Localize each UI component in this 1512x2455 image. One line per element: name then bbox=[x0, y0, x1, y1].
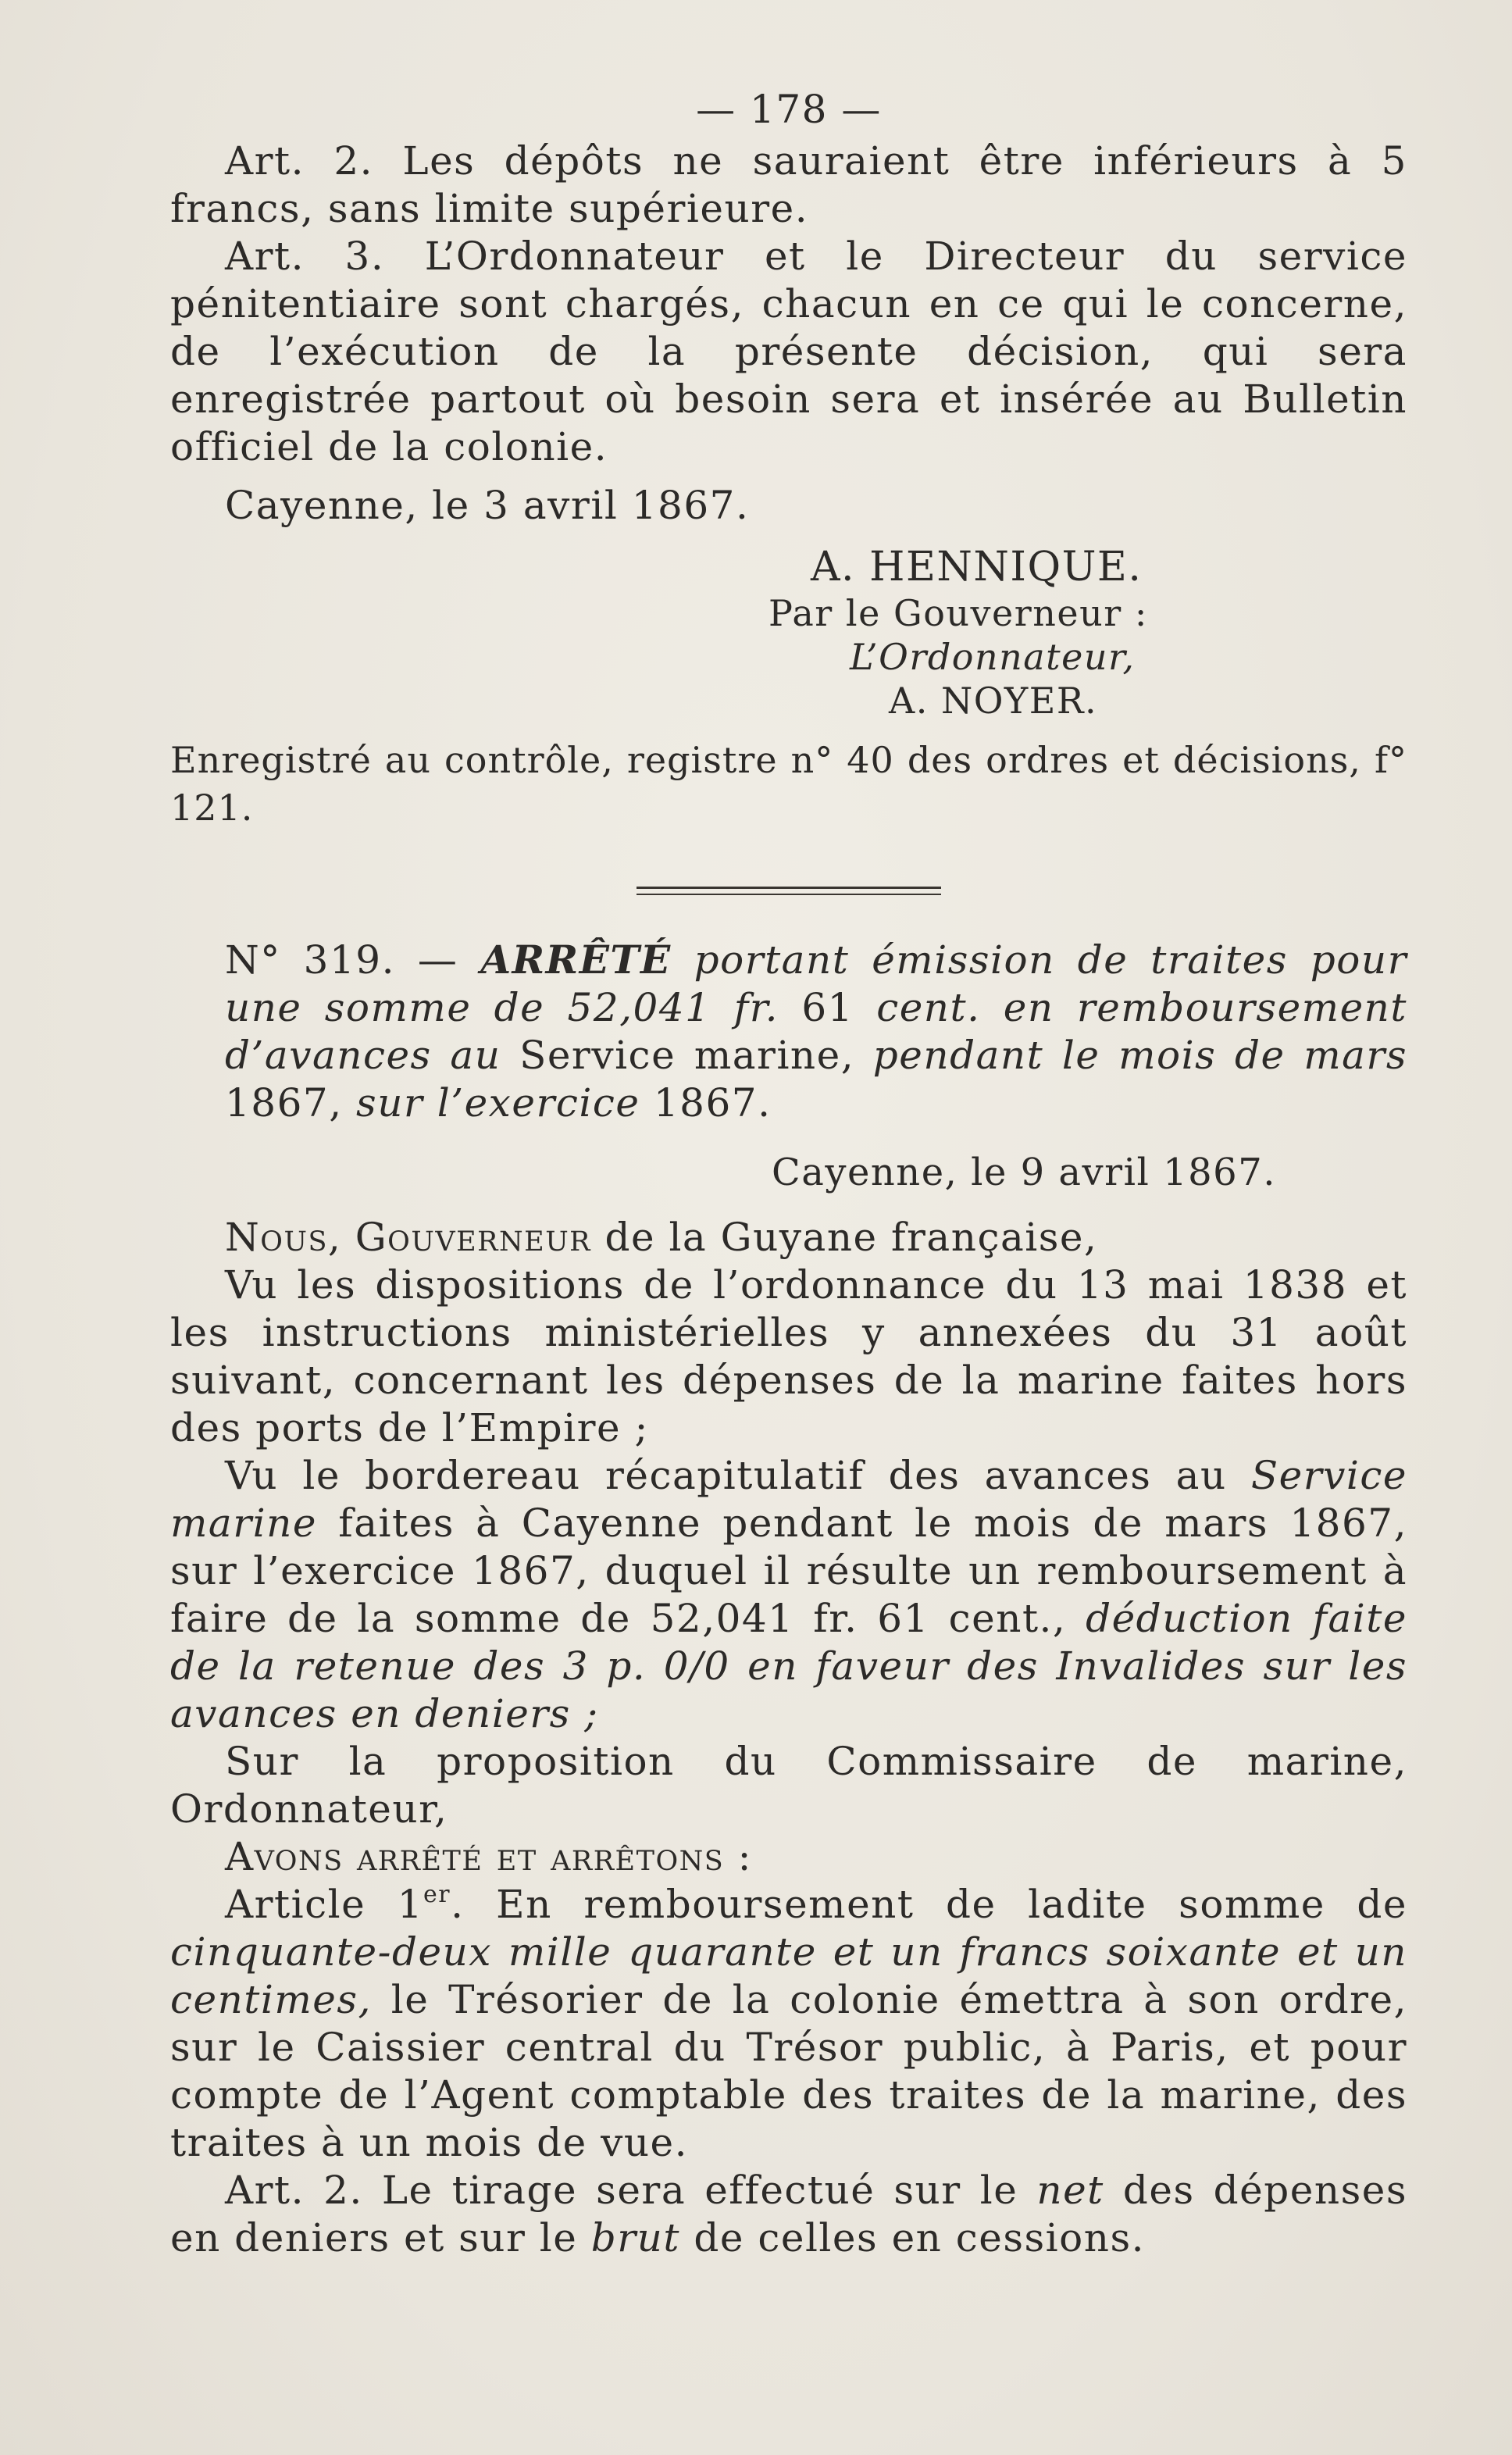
article-2-paragraph: Art. 2. Les dépôts ne sauraient être inférieurs à 5 francs, sans limite supérieure. bbox=[170, 138, 1407, 231]
decree-title-year-end: 1867. bbox=[653, 1080, 772, 1126]
decree-title-service-marine: Service marine, bbox=[519, 1033, 855, 1078]
signature-name: A. HENNIQUE. bbox=[811, 544, 1143, 591]
considerant-2-service-marine: Service marine bbox=[170, 1453, 1407, 1546]
enacting-formula: Avons arrêté et arrêtons : bbox=[225, 1834, 752, 1879]
decree-title-part-1: portant émission de traites pour une somme de 52,041 bbox=[225, 937, 1407, 1030]
signature-block bbox=[170, 544, 1407, 723]
article-1 bbox=[170, 1881, 1407, 2167]
decree-date: Cayenne, le 9 avril 1867. bbox=[772, 1151, 1276, 1194]
registration-note: Enregistré au contrôle, registre n° 40 des ordres et décisions, f° 121. bbox=[170, 739, 1407, 829]
considerant-2 bbox=[170, 1452, 1407, 1738]
section-divider bbox=[637, 887, 941, 895]
decree-title-year: 1867, bbox=[225, 1080, 343, 1126]
article-2-final bbox=[170, 2167, 1407, 2262]
signature-ordonnateur-title: L’Ordonnateur, bbox=[850, 636, 1136, 678]
page-number: — 178 — bbox=[696, 87, 882, 132]
article-1-superscript: er bbox=[423, 1881, 451, 1908]
considerant-3: Sur la proposition du Commissaire de marine, Ordonnateur, bbox=[170, 1739, 1407, 1832]
decree-title-cent: cent. bbox=[876, 985, 981, 1030]
article-2-final-b: des dépenses en deniers et sur le bbox=[170, 2168, 1407, 2261]
article-2-final-c: de celles en cessions. bbox=[694, 2215, 1146, 2261]
article-2-final-a: Art. 2. Le tirage sera effectué sur le bbox=[225, 2168, 1018, 2213]
decree-type: ARRÊTÉ bbox=[480, 937, 672, 983]
decree-title-61: 61 bbox=[801, 985, 854, 1030]
preamble-nous-gouverneur: Nous, Gouverneur bbox=[225, 1215, 592, 1260]
considerant-2-italic: déduction faite de la retenue des 3 p. 0/0 en faveur des Invalides sur les avances en deniers ; bbox=[170, 1596, 1407, 1736]
article-1-label: Article 1 bbox=[225, 1882, 424, 1927]
article-2-final-net: net bbox=[1036, 2168, 1104, 2213]
decree-number: N° 319. — bbox=[225, 937, 458, 983]
decree-title-fr: fr. bbox=[733, 985, 779, 1030]
considerant-2-part-a: Vu le bordereau récapitulatif des avances au bbox=[225, 1453, 1227, 1498]
page-text bbox=[170, 86, 1407, 2262]
decree-title-part-2: en remboursement d’avances au bbox=[225, 985, 1407, 1078]
considerant-1: Vu les dispositions de l’ordonnance du 13 mai 1838 et les instructions ministérielles y annexées du 31 août suivant, concernant les dépenses de la marine faites hors des ports de l’Empire ; bbox=[170, 1262, 1407, 1451]
article-1-part-c: le Trésorier de la colonie émettra à son ordre, sur le Caissier central du Trésor public, à Paris, et pour compte de l’Agent comptable des traites de la marine, des traites à un mois de vue. bbox=[170, 1977, 1407, 2165]
signature-by-governor: Par le Gouverneur : bbox=[768, 592, 1148, 634]
article-1-part-b: . En remboursement de ladite somme de bbox=[451, 1882, 1407, 1927]
preamble-nous-rest: de la Guyane française, bbox=[604, 1215, 1098, 1260]
considerant-2-part-b: faites à Cayenne pendant le mois de mars 1867, sur l’exercice 1867, duquel il résulte un remboursement à faire de la somme de 52,041 fr. 61 cent., bbox=[170, 1500, 1407, 1641]
decree-heading bbox=[170, 936, 1407, 1127]
place-date: Cayenne, le 3 avril 1867. bbox=[225, 483, 750, 528]
signature-noyer: A. NOYER. bbox=[889, 680, 1098, 722]
article-2-final-brut: brut bbox=[590, 2215, 680, 2261]
decree-title-part-3: pendant le mois de mars bbox=[872, 1033, 1407, 1078]
decree-title-exercice: sur l’exercice bbox=[356, 1080, 640, 1126]
article-3-paragraph: Art. 3. L’Ordonnateur et le Directeur du service pénitentiaire sont chargés, chacun en ce qui le concerne, de l’exécution de la présente décision, qui sera enregistrée partout où besoin sera et insérée au Bulletin officiel de la colonie. bbox=[170, 234, 1407, 469]
preamble-nous bbox=[170, 1214, 1407, 1261]
article-1-amount-words: cinquante-deux mille quarante et un francs soixante et un centimes, bbox=[170, 1929, 1407, 2022]
